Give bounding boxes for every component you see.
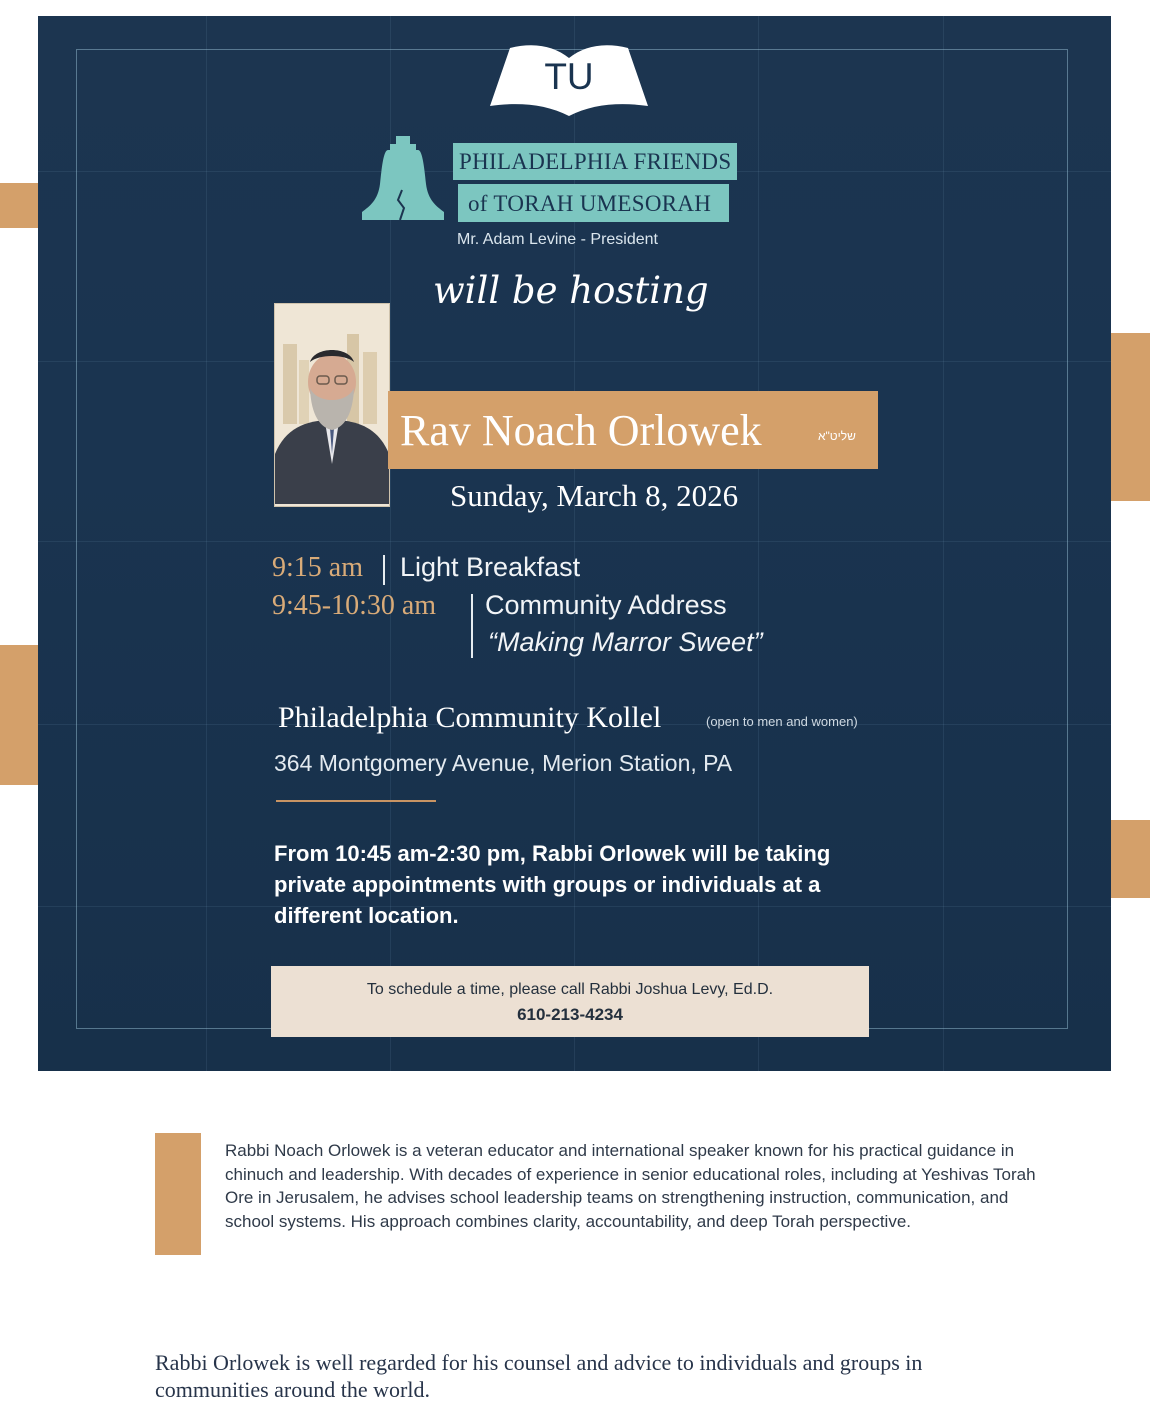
contact-phone[interactable]: 610-213-4234 bbox=[517, 1005, 623, 1024]
appointments-text: From 10:45 am-2:30 pm, Rabbi Orlowek will be taking private appointments with groups or individuals at a different location. bbox=[274, 841, 831, 928]
book-logo-text: TU bbox=[544, 56, 594, 97]
open-book-icon bbox=[488, 42, 650, 118]
schedule-time-1: 9:15 am bbox=[272, 552, 363, 583]
org-name-line1: PHILADELPHIA FRIENDS bbox=[453, 143, 737, 180]
contact-box bbox=[271, 966, 869, 1037]
president-line: Mr. Adam Levine - President bbox=[457, 231, 658, 248]
venue-address: 364 Montgomery Avenue, Merion Station, PA bbox=[274, 750, 733, 776]
speaker-portrait bbox=[274, 303, 390, 507]
flyer-panel bbox=[38, 16, 1111, 1071]
schedule-separator-1 bbox=[383, 555, 385, 585]
hosting-text: will be hosting bbox=[433, 269, 709, 312]
speaker-name: Rav Noach Orlowek bbox=[400, 406, 762, 455]
contact-text: To schedule a time, please call Rabbi Joshua Levy, Ed.D. bbox=[366, 981, 774, 998]
schedule-time-2: 9:45-10:30 am bbox=[272, 590, 437, 621]
accent-left-top bbox=[0, 183, 38, 228]
accent-right-bottom bbox=[1111, 820, 1150, 898]
org-name-line2: of TORAH UMESORAH bbox=[458, 184, 729, 222]
bio-accent-bar bbox=[155, 1133, 201, 1255]
speaker-bio: Rabbi Noach Orlowek is a veteran educator and international speaker known for his practical guidance in chinuch and leadership. With decades of experience in senior educational roles, including at Yeshivas Torah Ore in Jerusalem, he advises school leadership teams on strengthening instruction, communication, and school systems. His approach combines clarity, accountability, and deep Torah perspective. bbox=[225, 1141, 1036, 1231]
schedule-event-1: Light Breakfast bbox=[400, 552, 581, 582]
address-title: “Making Marror Sweet” bbox=[488, 627, 763, 657]
speaker-honorific: שליט"א bbox=[818, 429, 856, 443]
schedule-separator-2 bbox=[471, 594, 473, 658]
accent-left-bottom bbox=[0, 645, 38, 785]
liberty-bell-icon bbox=[358, 134, 448, 226]
event-date: Sunday, March 8, 2026 bbox=[450, 478, 739, 513]
closing-text: Rabbi Orlowek is well regarded for his counsel and advice to individuals and groups in communities around the world. bbox=[155, 1350, 923, 1402]
venue-note: (open to men and women) bbox=[706, 714, 858, 729]
schedule-event-2: Community Address bbox=[485, 590, 727, 620]
venue-name: Philadelphia Community Kollel bbox=[278, 701, 662, 734]
accent-right-top bbox=[1111, 333, 1150, 501]
speaker-banner bbox=[388, 391, 878, 469]
section-divider bbox=[276, 800, 436, 802]
